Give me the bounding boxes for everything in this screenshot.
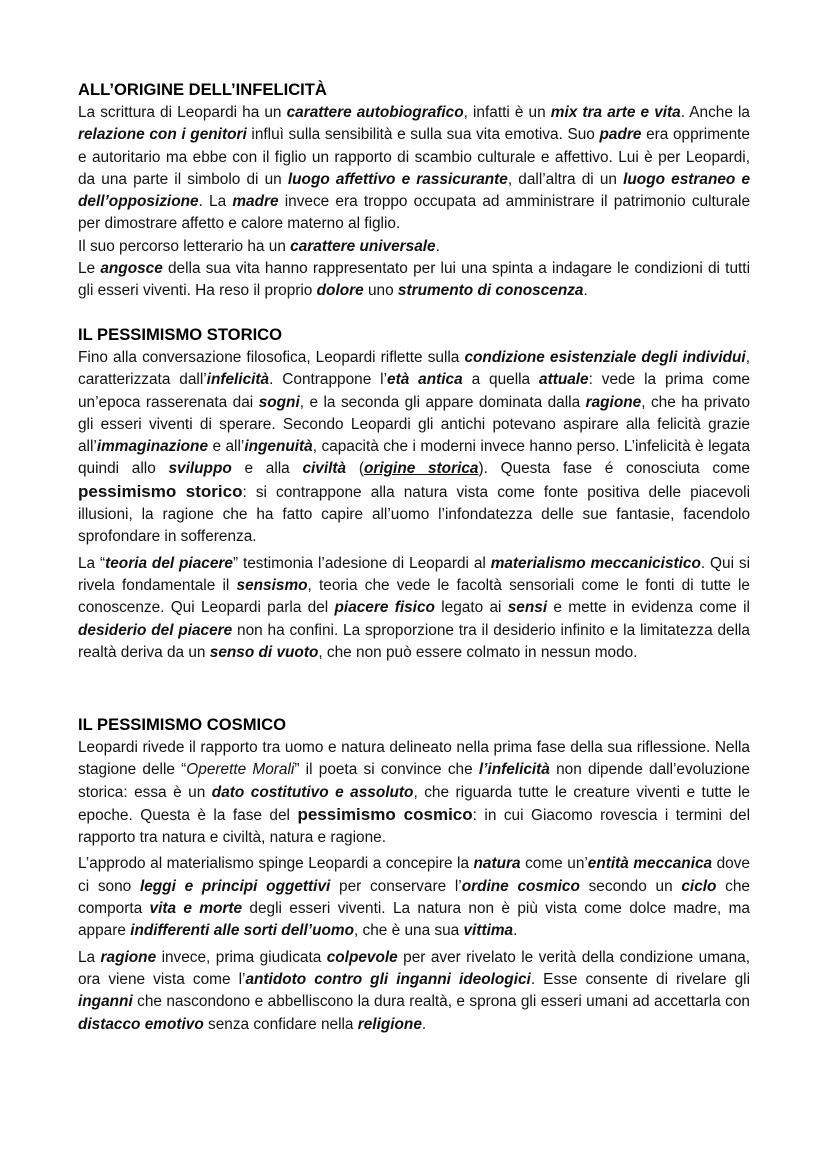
emphasis-text: distacco emotivo bbox=[78, 1015, 204, 1033]
body-text: invece, prima giudicata bbox=[156, 948, 327, 966]
body-text: ( bbox=[346, 460, 364, 478]
emphasis-text: padre bbox=[599, 126, 642, 144]
emphasis bbox=[245, 971, 530, 988]
emphasis bbox=[97, 438, 208, 455]
emphasis bbox=[464, 922, 514, 939]
emphasis-text: entità meccanica bbox=[587, 855, 713, 873]
paragraph bbox=[78, 102, 750, 236]
emphasis-text: infelicità bbox=[206, 371, 270, 389]
section-heading: IL PESSIMISMO COSMICO bbox=[78, 715, 287, 734]
emphasis bbox=[586, 394, 642, 411]
body-text: . Anche la bbox=[680, 104, 750, 121]
emphasis-text: colpevole bbox=[326, 948, 398, 966]
emphasis-text: condizione esistenziale degli individui bbox=[464, 349, 746, 366]
emphasis bbox=[105, 555, 233, 572]
emphasis-text: attuale bbox=[539, 371, 589, 389]
body-text: , capacità che i moderni invece hanno perso. L’infelicità è legata quindi allo bbox=[78, 438, 750, 478]
emphasis-text: desiderio del piacere bbox=[78, 621, 233, 639]
body-text: L’approdo al materialismo spinge Leopardi a concepire la bbox=[78, 855, 474, 873]
emphasis-text: origine storica bbox=[363, 460, 479, 478]
body-text: legato ai bbox=[434, 599, 508, 617]
emphasis bbox=[232, 193, 278, 210]
emphasis bbox=[168, 460, 231, 477]
body-text: La “ bbox=[78, 554, 106, 572]
body-text: Il suo percorso letterario ha un bbox=[78, 237, 291, 255]
emphasis bbox=[479, 761, 550, 778]
emphasis-text: ordine cosmico bbox=[461, 877, 580, 895]
body-text: . La bbox=[198, 193, 233, 211]
body-text: , dall’altra di un bbox=[507, 170, 624, 188]
emphasis bbox=[101, 949, 157, 966]
emphasis-text: inganni bbox=[78, 993, 133, 1011]
emphasis-text: piacere fisico bbox=[334, 599, 435, 617]
body-text: e all’ bbox=[208, 438, 245, 456]
section-historical-pessimism bbox=[78, 325, 750, 664]
section-heading: ALL’ORIGINE DELL’INFELICITÀ bbox=[78, 80, 327, 99]
body-text: era opprimente e autoritario ma ebbe con il figlio un rapporto di scambio culturale e affettivo. Lui è per Leopardi, da una parte il simbolo di un bbox=[78, 126, 750, 188]
emphasis bbox=[588, 855, 712, 872]
emphasis bbox=[78, 993, 133, 1010]
emphasis-text: civiltà bbox=[302, 460, 347, 478]
section-cosmic-pessimism bbox=[78, 715, 750, 1036]
emphasis bbox=[207, 371, 269, 388]
paragraph bbox=[78, 853, 750, 942]
section-origin bbox=[78, 80, 750, 303]
emphasis-text: sensismo bbox=[236, 576, 308, 594]
emphasis bbox=[387, 371, 463, 388]
body-text: ” il poeta si convince che bbox=[294, 761, 479, 779]
key-term: pessimismo storico bbox=[78, 481, 243, 501]
emphasis bbox=[464, 349, 745, 366]
body-text: La scrittura di Leopardi ha un bbox=[78, 104, 287, 121]
emphasis bbox=[508, 599, 547, 616]
emphasis-text: angosce bbox=[100, 260, 163, 278]
emphasis-text: materialismo meccanicistico bbox=[490, 554, 701, 572]
body-text: a quella bbox=[462, 371, 540, 389]
emphasis-text: vita e morte bbox=[149, 900, 243, 918]
emphasis-text: immaginazione bbox=[96, 438, 209, 456]
paragraph bbox=[78, 737, 750, 849]
body-text: non ha confini. La sproporzione tra il desiderio infinito e la limitatezza della realtà deriva da un bbox=[78, 621, 750, 661]
body-text: . bbox=[435, 237, 440, 255]
emphasis bbox=[78, 1016, 204, 1033]
emphasis bbox=[539, 371, 589, 388]
body-text: della sua vita hanno rappresentato per lui una spinta a indagare le condizioni di tutti gli esseri viventi. Ha reso il proprio bbox=[78, 260, 750, 300]
emphasis-text: ciclo bbox=[681, 877, 717, 895]
underlined-emphasis bbox=[364, 460, 479, 477]
body-text: non dipende dall’evoluzione storica: essa è un bbox=[78, 761, 750, 801]
body-text: , che ha privato gli esseri viventi di sperare. Secondo Leopardi gli antichi potevano aspirare alla felicità grazie all’ bbox=[78, 393, 750, 456]
emphasis bbox=[288, 171, 508, 188]
body-text: , che riguarda tutte le creature viventi e tutte le epoche. Questa è la fase del bbox=[78, 783, 750, 824]
body-text: , che non può essere colmato in nessun modo. bbox=[318, 643, 638, 661]
emphasis bbox=[237, 577, 308, 594]
section-heading: IL PESSIMISMO STORICO bbox=[78, 325, 283, 344]
paragraph bbox=[78, 347, 750, 549]
emphasis-text: dolore bbox=[316, 282, 364, 300]
paragraph bbox=[78, 258, 750, 303]
key-term: pessimismo cosmico bbox=[297, 804, 473, 824]
body-text: La bbox=[78, 948, 101, 966]
body-text: influì sulla sensibilità e sulla sua vita emotiva. Suo bbox=[246, 126, 600, 144]
body-text: e mette in evidenza come il bbox=[547, 599, 750, 617]
emphasis bbox=[398, 282, 584, 299]
body-text: , e la seconda gli appare dominata dalla bbox=[299, 393, 586, 411]
body-text: , infatti è un bbox=[463, 104, 551, 121]
body-text: invece era troppo occupata ad amministrare il patrimonio culturale per dimostrare affetto e calore materno al figlio. bbox=[78, 193, 751, 233]
body-text: senza confidare nella bbox=[203, 1015, 358, 1033]
body-text: . bbox=[421, 1015, 427, 1033]
body-text: secondo un bbox=[579, 877, 682, 895]
emphasis bbox=[140, 878, 330, 895]
emphasis bbox=[78, 622, 232, 639]
emphasis bbox=[78, 126, 247, 143]
emphasis-text: senso di vuoto bbox=[209, 643, 319, 661]
emphasis bbox=[130, 922, 354, 939]
body-text: che comporta bbox=[78, 877, 750, 918]
body-text: , che è una sua bbox=[353, 922, 464, 940]
emphasis-text: dato costitutivo e assoluto bbox=[211, 783, 414, 801]
emphasis-text: sensi bbox=[507, 599, 548, 617]
emphasis-text: ragione bbox=[585, 393, 642, 411]
emphasis bbox=[491, 555, 701, 572]
paragraph bbox=[78, 553, 750, 664]
emphasis-text: mix tra arte e vita bbox=[550, 104, 681, 121]
body-text: . Contrappone l’ bbox=[269, 371, 388, 389]
body-text: Le bbox=[78, 260, 101, 278]
body-text: per aver rivelato le verità della condizione umana, ora viene vista come l’ bbox=[78, 948, 750, 988]
body-text: , teoria che vede le facoltà sensoriali come le fonti di tutte le conoscenze. Qui Leopardi parla del bbox=[78, 576, 750, 617]
body-text: . Esse consente di rivelare gli bbox=[530, 970, 750, 988]
body-text: : si contrappone alla natura vista come fonte positiva delle piacevoli illusioni, la ragione che ha fatto capire all’uomo l’infondatezza delle sue fantasie, facendolo sprofondare in sofferenza. bbox=[78, 483, 751, 546]
emphasis-text: natura bbox=[473, 855, 521, 873]
emphasis bbox=[212, 784, 414, 801]
body-text: : in cui Giacomo rovescia i termini del rapporto tra natura e civiltà, natura e ragione. bbox=[78, 806, 750, 847]
paragraph bbox=[78, 236, 750, 258]
body-text: ). Questa fase é conosciuta come bbox=[478, 460, 750, 478]
body-text: . Qui si rivela fondamentale il bbox=[78, 554, 750, 594]
emphasis bbox=[317, 282, 364, 299]
emphasis bbox=[100, 260, 162, 277]
emphasis-text: leggi e principi oggettivi bbox=[139, 877, 331, 895]
emphasis bbox=[210, 644, 319, 661]
emphasis-text: carattere autobiografico bbox=[286, 104, 464, 121]
body-text: dove ci sono bbox=[78, 855, 750, 895]
emphasis-text: sviluppo bbox=[168, 460, 232, 478]
emphasis-text: luogo estraneo e dell’opposizione bbox=[78, 170, 751, 211]
emphasis bbox=[302, 460, 346, 477]
body-text: e alla bbox=[231, 460, 303, 478]
body-text: Fino alla conversazione filosofica, Leopardi riflette sulla bbox=[78, 349, 465, 366]
emphasis-text: ragione bbox=[100, 948, 157, 966]
emphasis-text: religione bbox=[357, 1015, 422, 1033]
body-text: come un’ bbox=[520, 855, 588, 873]
emphasis bbox=[474, 855, 521, 872]
emphasis-text: ingenuità bbox=[244, 438, 313, 456]
emphasis-text: teoria del piacere bbox=[105, 554, 233, 572]
emphasis bbox=[290, 238, 435, 255]
paragraph bbox=[78, 947, 750, 1036]
emphasis-text: luogo affettivo e rassicurante bbox=[287, 170, 508, 188]
emphasis bbox=[259, 394, 300, 411]
emphasis bbox=[358, 1016, 422, 1033]
italic-title: Operette Morali bbox=[186, 761, 295, 779]
emphasis bbox=[150, 900, 243, 917]
emphasis-text: carattere universale bbox=[290, 237, 436, 255]
emphasis-text: madre bbox=[232, 193, 279, 211]
emphasis-text: relazione con i genitori bbox=[78, 126, 247, 144]
emphasis bbox=[551, 104, 681, 121]
emphasis-text: età antica bbox=[387, 371, 463, 389]
emphasis bbox=[335, 599, 435, 616]
body-text: Leopardi rivede il rapporto tra uomo e natura delineato nella prima fase della sua riflessione. Nella stagione delle “ bbox=[78, 739, 750, 779]
emphasis-text: antidoto contro gli inganni ideologici bbox=[245, 970, 531, 988]
emphasis bbox=[462, 878, 580, 895]
body-text: , caratterizzata dall’ bbox=[78, 349, 750, 389]
emphasis bbox=[327, 949, 398, 966]
body-text: per conservare l’ bbox=[330, 877, 462, 895]
body-text: che nascondono e abbelliscono la dura realtà, e sprona gli esseri umani ad accettarla con bbox=[132, 993, 750, 1011]
emphasis bbox=[287, 104, 464, 121]
emphasis-text: strumento di conoscenza bbox=[397, 282, 584, 300]
body-text: uno bbox=[363, 282, 398, 300]
emphasis bbox=[244, 438, 312, 455]
emphasis bbox=[681, 878, 716, 895]
emphasis-text: sogni bbox=[258, 393, 300, 411]
body-text: : vede la prima come un’epoca rasserenata dai bbox=[78, 371, 750, 411]
emphasis-text: l’infelicità bbox=[478, 761, 550, 779]
body-text: ” testimonia l’adesione di Leopardi al bbox=[232, 554, 491, 572]
emphasis bbox=[600, 126, 642, 143]
body-text: degli esseri viventi. La natura non è più vista come dolce madre, ma appare bbox=[78, 900, 750, 940]
body-text: . bbox=[513, 922, 518, 940]
emphasis-text: vittima bbox=[463, 922, 514, 940]
emphasis-text: indifferenti alle sorti dell’uomo bbox=[130, 922, 354, 940]
body-text: . bbox=[583, 282, 588, 300]
